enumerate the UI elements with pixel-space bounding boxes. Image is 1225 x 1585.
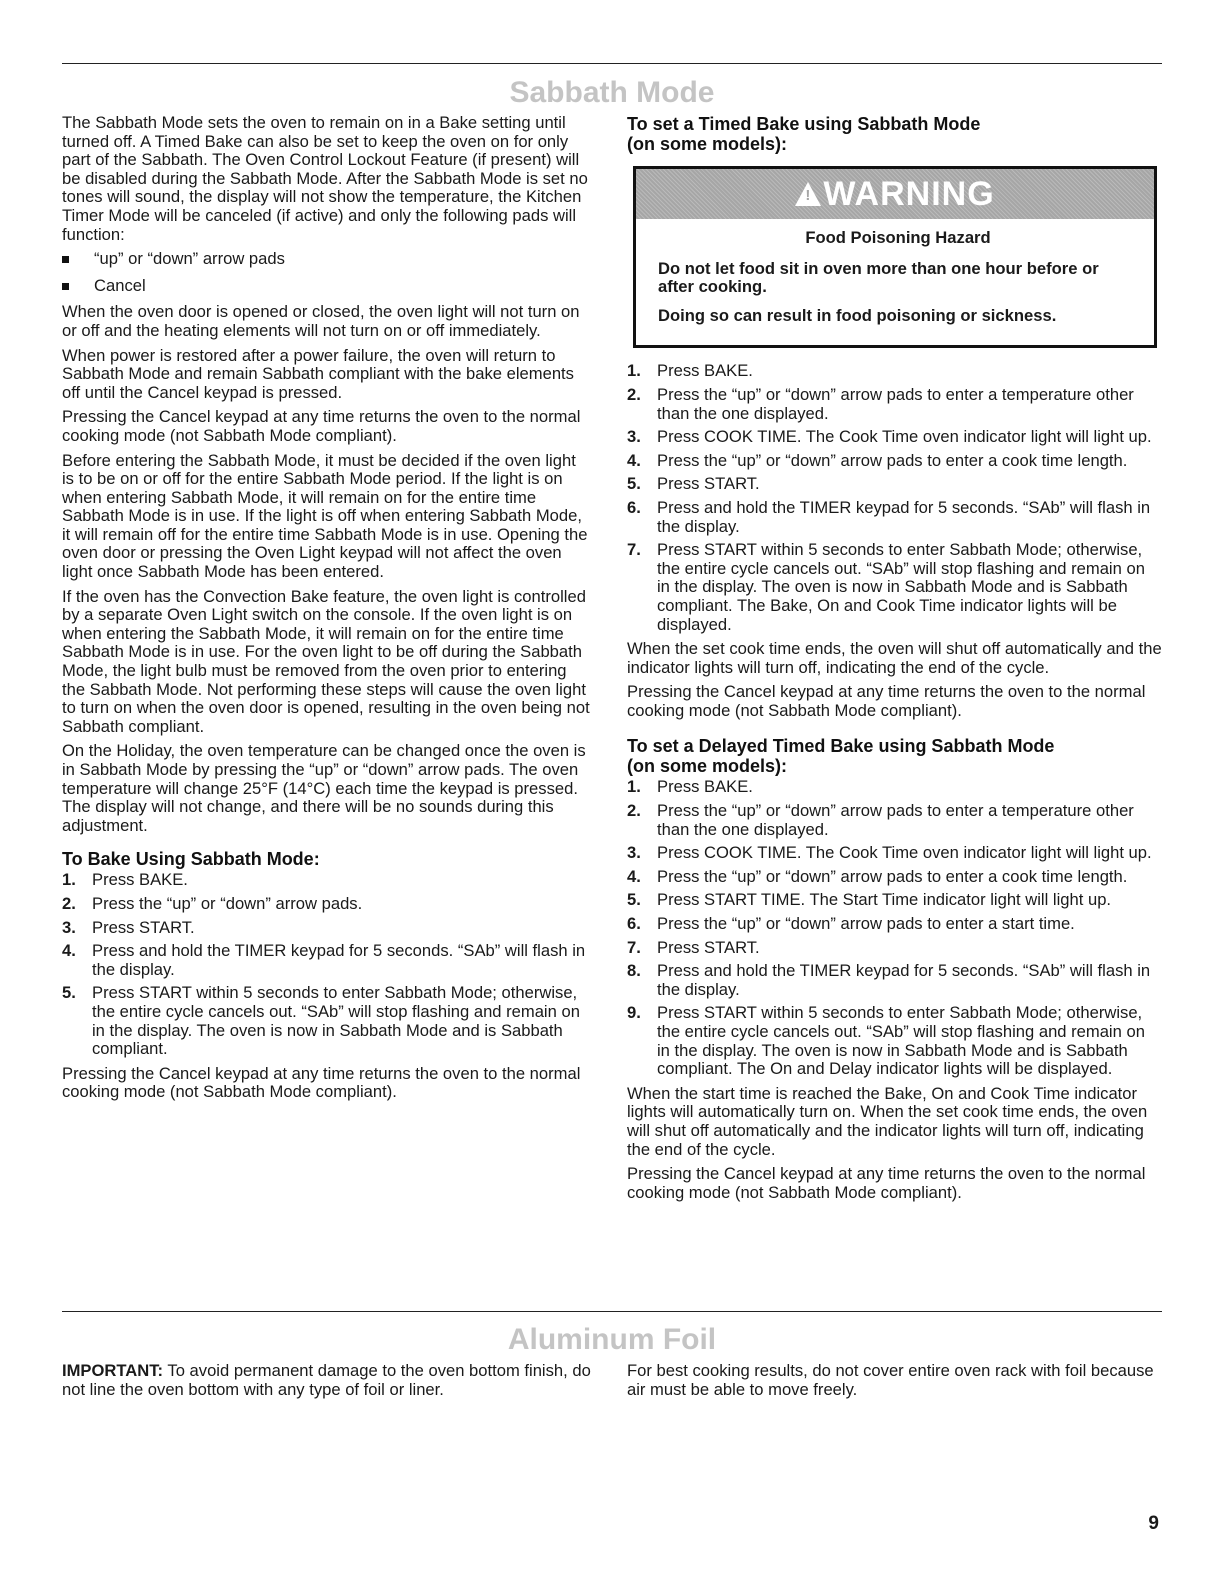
warning-header <box>636 169 1154 219</box>
page-number: 9 <box>1148 1513 1159 1534</box>
warning-line-2: Doing so can result in food poisoning or sickness. <box>658 305 1057 325</box>
sabbath-section-title: Sabbath Mode <box>509 76 715 109</box>
list-item: 4. Press the “up” or “down” arrow pads to enter a cook time length. <box>627 450 1128 470</box>
list-item: 5. Press START. <box>627 474 760 494</box>
list-item: 9. Press START within 5 seconds to enter Sabbath Mode; otherwise, the entire cycle cancels out. “SAb” will stop flashing and remain on in the display. The oven is now in Sabbath Mode and is Sabbath compliant. The On and Delay indicator lights will be displayed. <box>627 1003 1145 1079</box>
timed-steps-list <box>627 362 1162 634</box>
timed-bake-heading: To set a Timed Bake using Sabbath Mode (on some models): <box>627 114 981 154</box>
list-item: 3. Press START. <box>62 917 195 937</box>
list-item: 2. Press the “up” or “down” arrow pads. <box>62 893 363 913</box>
paragraph-door: When the oven door is opened or closed, the oven light will not turn on or off and the heating elements will not turn on or off immediately. <box>62 302 580 340</box>
warning-triangle-icon: ! <box>795 182 821 206</box>
paragraph-convection: If the oven has the Convection Bake feature, the oven light is controlled by a separate Oven Light switch on the console. If the oven light is on when entering the Sabbath Mode, it will remain on for the entire time Sabbath Mode is in use. For the oven light to be off during the Sabbath Mode, the light bulb must be removed from the oven prior to entering the Sabbath Mode. Not performing these steps will cause the oven light to turn on when the oven door is opened, resulting in the oven being not Sabbath compliant. <box>62 586 590 736</box>
foil-important-note <box>62 1362 592 1399</box>
list-item: 8. Press and hold the TIMER keypad for 5 seconds. “SAb” will flash in the display. <box>627 961 1151 999</box>
list-item: 4. Press and hold the TIMER keypad for 5 seconds. “SAb” will flash in the display. <box>62 941 586 979</box>
delayed-bake-heading: To set a Delayed Timed Bake using Sabbath Mode (on some models): <box>627 736 1055 777</box>
list-item: 5. Press START within 5 seconds to enter Sabbath Mode; otherwise, the entire cycle cancels out. “SAb” will stop flashing and remain on in the display. The oven is now in Sabbath Mode and is Sabbath compliant. <box>62 983 580 1059</box>
left-column <box>62 114 592 1108</box>
list-item: 1. Press BAKE. <box>627 361 753 381</box>
list-item: 7. Press START within 5 seconds to enter Sabbath Mode; otherwise, the entire cycle cancels out. “SAb” will stop flashing and remain on in the display. The oven is now in Sabbath Mode and is Sabbath compliant. The Bake, On and Cook Time indicator lights will be displayed. <box>627 540 1145 634</box>
warning-box <box>633 166 1157 348</box>
foil-section-title: Aluminum Foil <box>507 1323 717 1356</box>
important-label: IMPORTANT: <box>62 1361 164 1380</box>
paragraph-light: Before entering the Sabbath Mode, it must be decided if the oven light is to be on or off for the entire Sabbath Mode period. If the light is on when entering Sabbath Mode, it will remain on for the entire time Sabbath Mode is in use. If the light is off when entering Sabbath Mode, it will remain off for the entire time Sabbath Mode is in use. Opening the oven door or pressing the Oven Light keypad will not affect the oven light once Sabbath Mode has been entered. <box>62 450 588 582</box>
list-item: 7. Press START. <box>627 937 760 957</box>
list-item: 3. Press COOK TIME. The Cook Time oven indicator light will light up. <box>627 427 1152 447</box>
warning-line-1: Do not let food sit in oven more than one hour before or after cooking. <box>658 258 1099 297</box>
foil-left-text: To avoid permanent damage to the oven bottom finish, do not line the oven bottom with any type of foil or liner. <box>62 1361 591 1399</box>
square-bullet-icon <box>62 256 69 263</box>
paragraph-power-failure: When power is restored after a power failure, the oven will return to Sabbath Mode and remain Sabbath compliant with the bake elements off until the Cancel keypad is pressed. <box>62 345 574 402</box>
foil-rack-note: For best cooking results, do not cover entire oven rack with foil because air must be able to move freely. <box>627 1361 1154 1399</box>
right-column <box>627 114 1162 1208</box>
list-item: 1. Press BAKE. <box>62 870 188 890</box>
list-item: 5. Press START TIME. The Start Time indicator light will light up. <box>627 890 1112 910</box>
list-item: “up” or “down” arrow pads <box>62 250 592 269</box>
paragraph-holiday: On the Holiday, the oven temperature can be changed once the oven is in Sabbath Mode by pressing the “up” or “down” arrow pads. The oven temperature will change 25°F (14°C) each time the keypad is pressed. The display will not change, and there will be no sounds during this adjustment. <box>62 741 586 835</box>
functional-pads-list <box>62 250 592 295</box>
delayed-steps-list <box>627 778 1162 1078</box>
delayed-end-note: When the start time is reached the Bake, On and Cook Time indicator lights will automatically turn on. When the set cook time ends, the oven will shut off automatically and the indicator lights will turn off, indicating the end of the cycle. <box>627 1083 1148 1159</box>
list-item: 6. Press the “up” or “down” arrow pads to enter a start time. <box>627 914 1075 934</box>
warning-label: WARNING <box>823 174 995 213</box>
top-rule <box>62 63 1162 64</box>
list-item: 2. Press the “up” or “down” arrow pads to enter a temperature other than the one displayed. <box>627 801 1134 839</box>
bake-sabbath-heading: To Bake Using Sabbath Mode: <box>62 849 320 870</box>
list-item: 4. Press the “up” or “down” arrow pads to enter a cook time length. <box>627 866 1128 886</box>
foil-rule <box>62 1311 1162 1312</box>
bake-cancel-note: Pressing the Cancel keypad at any time returns the oven to the normal cooking mode (not Sabbath Mode compliant). <box>62 1063 581 1102</box>
delayed-cancel-note: Pressing the Cancel keypad at any time returns the oven to the normal cooking mode (not Sabbath Mode compliant). <box>627 1164 1146 1202</box>
paragraph-cancel: Pressing the Cancel keypad at any time returns the oven to the normal cooking mode (not Sabbath Mode compliant). <box>62 407 581 445</box>
list-item: 6. Press and hold the TIMER keypad for 5 seconds. “SAb” will flash in the display. <box>627 497 1151 536</box>
list-item: Cancel <box>62 277 592 296</box>
timed-cancel-note: Pressing the Cancel keypad at any time returns the oven to the normal cooking mode (not Sabbath Mode compliant). <box>627 682 1146 720</box>
hazard-title: Food Poisoning Hazard <box>805 228 991 247</box>
timed-end-note: When the set cook time ends, the oven will shut off automatically and the indicator lights will turn off, indicating the end of the cycle. <box>627 639 1162 677</box>
warning-body <box>636 219 1154 345</box>
list-item: 3. Press COOK TIME. The Cook Time oven indicator light will light up. <box>627 843 1152 863</box>
list-item: 1. Press BAKE. <box>627 777 753 797</box>
intro-paragraph: The Sabbath Mode sets the oven to remain on in a Bake setting until turned off. A Timed Bake can also be set to keep the oven on for only part of the Sabbath. The Oven Control Lockout Feature (if present) will be disabled during the Sabbath Mode. After the Sabbath Mode is set no tones will sound, the display will not show the temperature, the Kitchen Timer Mode will be canceled (if active) and only the following pads will function: <box>62 113 588 244</box>
square-bullet-icon <box>62 283 69 290</box>
bake-steps-list <box>62 871 592 1058</box>
list-item: 2. Press the “up” or “down” arrow pads to enter a temperature other than the one displayed. <box>627 384 1134 423</box>
